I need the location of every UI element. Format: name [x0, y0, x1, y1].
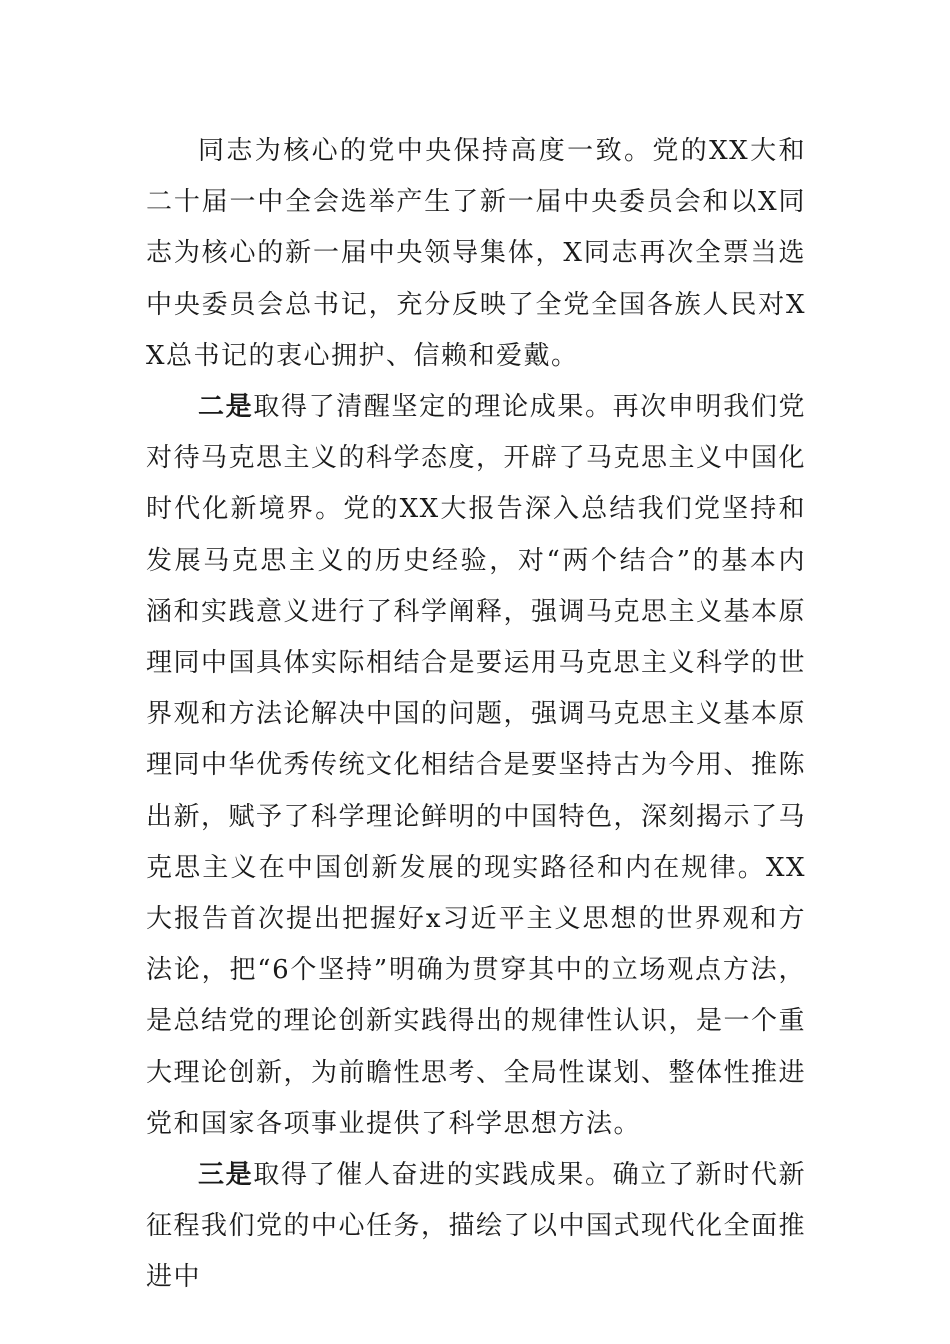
document-body [146, 126, 806, 1304]
paragraph-theory-achievement [146, 382, 806, 1150]
paragraph-2-lead: 二是 [198, 392, 254, 423]
paragraph-practice-achievement [146, 1150, 806, 1304]
paragraph-3-lead: 三是 [198, 1160, 254, 1191]
paragraph-3-text: 取得了催人奋进的实践成果。确立了新时代新征程我们党的中心任务，描绘了以中国式现代化全面推进中 [146, 1160, 807, 1293]
paragraph-1-text: 同志为核心的党中央保持高度一致。党的XX大和二十届一中全会选举产生了新一届中央委员会和以X同志为核心的新一届中央领导集体，X同志再次全票当选中央委员会总书记，充分反映了全党全国各族人民对XX总书记的衷心拥护、信赖和爱戴。 [146, 136, 806, 371]
paragraph-2-text: 取得了清醒坚定的理论成果。再次申明我们党对待马克思主义的科学态度，开辟了马克思主义中国化时代化新境界。党的XX大报告深入总结我们党坚持和发展马克思主义的历史经验，对“两个结合”的基本内涵和实践意义进行了科学阐释，强调马克思主义基本原理同中国具体实际相结合是要运用马克思主义科学的世界观和方法论解决中国的问题，强调马克思主义基本原理同中华优秀传统文化相结合是要坚持古为今用、推陈出新，赋予了科学理论鲜明的中国特色，深刻揭示了马克思主义在中国创新发展的现实路径和内在规律。XX大报告首次提出把握好x习近平主义思想的世界观和方法论，把“6个坚持”明确为贯穿其中的立场观点方法，是总结党的理论创新实践得出的规律性认识，是一个重大理论创新，为前瞻性思考、全局性谋划、整体性推进党和国家各项事业提供了科学思想方法。 [146, 392, 807, 1139]
paragraph-continuation [146, 126, 806, 382]
